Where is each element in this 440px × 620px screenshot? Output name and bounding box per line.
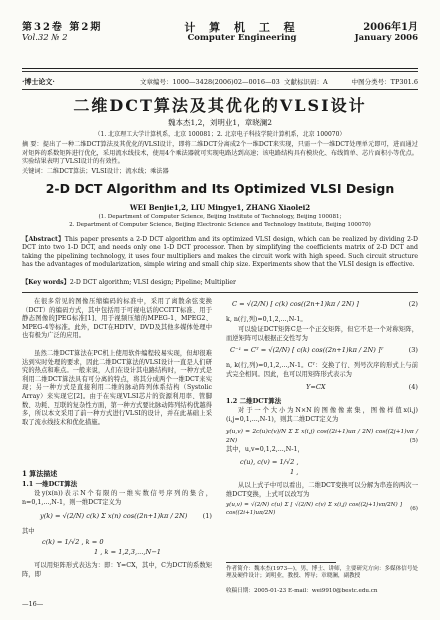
keywords-cn: 关键词：二维DCT算法；VLSI设计；流水线；乘法器 (22, 168, 169, 175)
article-meta (22, 76, 418, 88)
ck-definition-1: c(k) = 1/√2 , k = 0 (42, 538, 104, 546)
section-heading-1: 1 算法描述 (22, 469, 58, 478)
header-rule (22, 68, 418, 69)
equation-4-text: Y=CX (306, 383, 326, 391)
matrix-form-text: 可以用矩阵形式表达为：即：Y=CX，其中，C为DCT的系数矩阵，即 (22, 562, 212, 578)
equation-3-number: (3) (408, 346, 418, 354)
doc-code: 文献标识码：A (284, 78, 328, 86)
clc-code: 中图分类号：TP301.6 (351, 78, 418, 86)
authors-cn: 魏本杰1,2，刘明业1，章晓澜2 (168, 118, 272, 127)
meta-rule (22, 89, 418, 90)
cu-definition-2: 1 , (290, 468, 299, 476)
equation-3 (226, 346, 418, 358)
journal-header (22, 22, 418, 62)
affiliation-en-2: 2. Department of Computer Science, Beijing Electronic Science and Technology Institute, Beijing 100070) (69, 222, 371, 228)
abstract-label: 【Abstract】 (22, 236, 65, 243)
title-cn: 二维DCT算法及其优化的VLSI设计 (73, 96, 367, 115)
keywords-label: 【Key words】 (22, 279, 70, 286)
volume-en: Vol.32 № 2 (22, 33, 68, 43)
keywords-en (22, 279, 418, 287)
issue-date (298, 22, 418, 44)
article-number: 文章编号：1000—3428(2006)02—0016—03 (140, 78, 280, 86)
keywords-en-text: 2-D DCT algorithm; VLSI design; Pipeline; Multiplier (69, 279, 236, 286)
journal-name-en: Computer Engineering (187, 33, 297, 43)
cu-definition-1: c(u), c(v) = 1/√2 , (240, 458, 299, 466)
equation-4-number: (4) (408, 383, 418, 391)
equation-6 (226, 502, 418, 522)
date-en: January 2006 (354, 33, 418, 43)
equation-1 (22, 512, 212, 524)
equation-2 (226, 300, 418, 312)
where-label: 其中 (22, 528, 35, 535)
intro-paragraph-2: 虽然二维DCT算法在PC机上使用软件编程较易实现，但却很难达到实时处理的要求，因此二维DCT算法的VLSI设计一直是人们研究的热点和难点。一般来说，人们在设计其电路结构时，一种方式是利用二维DCT算法具有可分离的特点，将其分成两个一维DCT来实现；另一种方式是直接利用二维的脉动阵列体系结构（Systolic Array）来实现它[2]。由于在实现VLSI芯片的资源利用率、管脚数、功耗、互联的复杂性方面，第一种方式要比脉动阵列结构优越得多，所以本文采用了前一种方式进行VLSI的设计，并在此基础上采取了流水线技术和优化措施。 (22, 350, 212, 426)
equation-1-number: (1) (202, 512, 212, 520)
equation-5-text: y(u,v) = 2c(u)c(v)/N Σ Σ x(i,j) cos((2i+1)uπ / 2N) cos((2j+1)vπ / 2N) (226, 429, 418, 444)
authors-en: WEI Benjie1,2, LIU Mingye1, ZHANG Xiaolei2 (129, 203, 311, 212)
uv-range-text: 其中，u,v=0,1,2,...,N-1， (226, 446, 304, 453)
affiliation-cn: （1. 北京理工大学计算机系，北京 100081；2. 北京电子科技学院计算机系，北京 100070） (94, 131, 346, 138)
volume-cn: 第32卷 第2期 (22, 22, 103, 33)
abstract-en (22, 236, 418, 270)
date-cn: 2006年1月 (363, 22, 418, 33)
author-footnote: 作者简介：魏本杰(1973—)，男，博士、讲师，主要研究方向：多媒体信号处理及硬件设计；刘明业，教授、博导；章晓澜，副教授 (226, 566, 419, 580)
equation-2-number: (2) (408, 300, 418, 308)
affiliation-en-1: (1. Department of Computer Science, Beijing Institute of Technology, Beijing 100081; (98, 214, 342, 220)
transpose-text: n, k(行,列)=0,1,2,...,N-1。Cᵀ：交换了行、列号次序的形式上与前式完全相同。因此，也可以用矩阵形式表示为 (226, 362, 418, 378)
page-number: —16— (22, 600, 44, 608)
intro-paragraph-1: 在很多常见的图像压缩编码的标准中，采用了离散余弦变换（DCT）的编码方式，其中包括用于可视电话的CCITT标准、用于静态图像的JPEG标准[1]、用于视频压缩的MPEG-1、MPEG2、MPEG-4等标准。此外，DCT在HDTV、DVD及其他多媒体处理中也有极为广泛的应用。 (22, 298, 212, 340)
equation-6-text: y(u,v) = √(2/N) c(u) Σ [ √(2/N) c(v) Σ x(i,j) cos((2j+1)vπ/2N) ] cos((2i+1)uπ/2N) (226, 502, 402, 516)
equation-6-number: (6) (410, 506, 418, 512)
received-footnote: 收稿日期：2005-01-23 E-mail：wei9910@bestc.edu.cn (226, 588, 378, 594)
abstract-rule (22, 292, 418, 293)
section-heading-1-1: 1.1 一维DCT算法 (22, 480, 78, 488)
abstract-cn: 摘 要：提出了一种二维DCT算法及其优化的VLSI设计，即将二维DCT分离成2个一维DCT来实现，只需一个一维DCT处理单元即可，进而通过对矩阵的系数矩阵进行优化，采用流水线技术，使用4个乘法器就可实现电路达到高速；该电路结构具有模块化、布线简单、芯片面积小等优点。实验结果表明了VLSI设计的有效性。 (22, 141, 418, 165)
journal-name-cn: 计 算 机 工 程 (184, 21, 300, 34)
equation-4 (226, 383, 418, 393)
orthogonal-text: 可以验证DCT矩阵C是一个正交矩阵，但它不是一个对称矩阵，而逆矩阵可以根据正交性写为 (226, 326, 418, 342)
footnote-rule (226, 562, 336, 563)
section-label: ·博士论文· (22, 77, 55, 86)
section-1-2-intro: 对于一个大小为N×N的图像像素集，图像样值x(i,j)(i,j=0,1,...,N-1)，则其二维DCT定义为 (226, 407, 418, 423)
equation-5-number: (5) (409, 437, 418, 444)
equation-1-text: y(k) = √(2/N) c(k) Σ x(n) cos((2n+1)kπ / 2N) (40, 512, 188, 520)
abstract-en-text: This paper presents a 2-D DCT algorithm and its optimized VLSI design, which can be realized by dividing 2-D DCT into two 1-D DCT, and needs only one 1-D DCT processor. Then by simplifying the coefficients matrix of 2-D DCT and taking the pipelining technology, it uses four multipliers and makes the circuit work with high speed. Such circuit structure has the advantages of modularization, simple wiring and small chip size. Experiments show that the VLSI design is effective. (22, 236, 418, 269)
equation-2-text: C = √(2/N) [ c(k) cos((2n+1)kπ / 2N) ] (232, 300, 359, 308)
volume-info (22, 22, 142, 44)
header-rule-thin (22, 71, 418, 72)
equation-5 (226, 428, 418, 444)
section-1-1-intro: 设y(x(n))表示N个有限的一维实数信号序列的集合，n=0,1,...,N-1，则一维DCT定义为 (22, 490, 212, 506)
matrix-index-note: k, n(行,列)=0,1,2,...,N-1。 (226, 316, 307, 323)
ck-definition-2: 1 , k = 1,2,3,...,N−1 (94, 548, 161, 556)
equation-3-text: C⁻¹ = Cᵀ = √(2/N) [ c(k) cos((2n+1)kπ / 2N) ]ᵀ (230, 346, 384, 354)
separable-text: 从以上式子中可以看出，二维DCT变换可以分解为串连的两次一维DCT变换，上式可以改写为 (226, 482, 418, 498)
section-heading-1-2: 1.2 二维DCT算法 (226, 397, 282, 405)
title-en: 2-D DCT Algorithm and Its Optimized VLSI Design (45, 181, 395, 196)
